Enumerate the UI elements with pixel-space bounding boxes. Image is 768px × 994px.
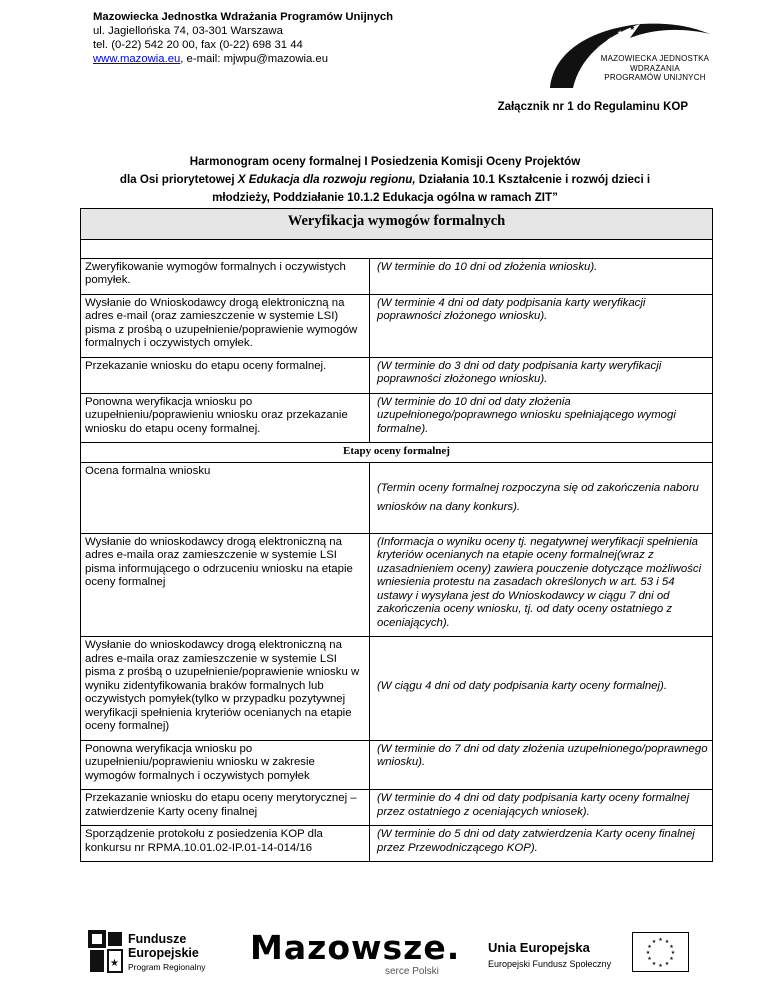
svg-text:★: ★	[642, 27, 649, 34]
org-address: ul. Jagiellońska 74, 03-301 Warszawa	[93, 25, 283, 37]
deadline-cell: (W terminie do 10 dni od złożenia wniosku).	[370, 258, 713, 294]
eu-logo-text	[488, 940, 611, 969]
svg-text:★: ★	[629, 25, 636, 32]
section-heading-formal-requirements: Weryfikacja wymogów formalnych	[81, 209, 713, 240]
table-row	[81, 393, 713, 443]
table-row	[81, 740, 713, 790]
task-cell: Zweryfikowanie wymogów formalnych i oczywistych pomyłek.	[81, 258, 370, 294]
table-row	[81, 258, 713, 294]
mjwpu-logo	[545, 20, 715, 90]
task-cell: Wysłanie do wnioskodawcy drogą elektroniczną na adres e-maila oraz zamieszczenie w systemie LSI pisma informującego o odrzuceniu wniosku na etapie oceny formalnej	[81, 533, 370, 637]
footer-logos	[0, 922, 768, 994]
svg-text:★: ★	[645, 950, 651, 956]
deadline-cell: (W terminie 4 dni od daty podpisania karty weryfikacji poprawności złożonego wniosku).	[370, 294, 713, 357]
deadline-cell: (W terminie do 7 dni od daty złożenia uzupełnionego/poprawnego wniosku).	[370, 740, 713, 790]
svg-text:★: ★	[110, 958, 119, 969]
task-cell: Wysłanie do Wnioskodawcy drogą elektroniczną na adres e-mail (oraz zamieszczenie w systemie LSI) pisma z prośbą o uzupełnienie/poprawienie wymogów formalnych i oczywistych omyłek.	[81, 294, 370, 357]
mjwpu-logo-text: MAZOWIECKA JEDNOSTKA WDRAŻANIA PROGRAMÓW UNIJNYCH	[600, 54, 710, 82]
task-cell: Przekazanie wniosku do etapu oceny formalnej.	[81, 357, 370, 393]
svg-text:★: ★	[617, 30, 624, 37]
svg-text:★: ★	[651, 961, 657, 967]
table-row	[81, 826, 713, 862]
task-cell: Wysłanie do wnioskodawcy drogą elektroniczną na adres e-maila oraz zamieszczenie w systemie LSI pisma z prośbą o uzupełnienie/poprawienie wniosku w wyniku zidentyfikowania braków formalnych lub oczywistych pomyłek(tylko w przypadku pozytywnej weryfikacji spełnienia kryteriów ocenianych na etapie oceny formalnej)	[81, 637, 370, 741]
table-row	[81, 637, 713, 741]
table-row	[81, 294, 713, 357]
svg-text:★: ★	[647, 944, 652, 950]
table-row	[81, 357, 713, 393]
fe-line2: Europejskie	[128, 946, 199, 960]
fe-line1: Fundusze	[128, 932, 187, 946]
task-cell: Ocena formalna wniosku	[81, 462, 370, 533]
task-cell: Ponowna weryfikacja wniosku po uzupełnieniu/poprawieniu wniosku oraz przekazanie wniosku do etapu oceny formalnej.	[81, 393, 370, 443]
table-row	[81, 790, 713, 826]
task-cell: Przekazanie wniosku do etapu oceny merytorycznej – zatwierdzenie Karty oceny finalnej	[81, 790, 370, 826]
svg-text:★: ★	[669, 944, 674, 950]
svg-text:★: ★	[664, 939, 670, 945]
schedule-table	[80, 208, 713, 862]
mazowsze-tagline: serce Polski	[385, 966, 439, 977]
letterhead	[93, 10, 393, 66]
section-header-row	[81, 443, 713, 463]
eu-flag-icon	[632, 932, 689, 972]
fundusze-europejskie-icon	[88, 930, 124, 974]
org-phone: tel. (0-22) 542 20 00, fax (0-22) 698 31 44	[93, 39, 303, 51]
fundusze-europejskie-logo	[88, 930, 206, 979]
deadline-cell: (W terminie do 10 dni od daty złożenia uzupełnionego/poprawnego wniosku spełniającego wymogi formalne).	[370, 393, 713, 443]
svg-text:★: ★	[607, 37, 614, 44]
eu-fund: Europejski Fundusz Społeczny	[488, 959, 612, 969]
deadline-cell: (Informacja o wyniku oceny tj. negatywnej weryfikacji spełnienia kryteriów ocenianych na etapie oceny formalnej(wraz z uzasadnieniem oceny) zawiera pouczenie dotyczące możliwości wniesienia protestu na zasadach określonych w art. 53 i 54 ustawy i wysyłana jest do Wnioskodawcy w ciągu 7 dni od zakończenia oceny wniosku, tj. od daty oceny ostatniego z oceniających).	[370, 533, 713, 637]
svg-text:★: ★	[669, 956, 674, 962]
empty-row	[81, 239, 713, 258]
deadline-cell: (W terminie do 4 dni od daty podpisania karty oceny formalnej przez ostatniego z oceniających wniosek).	[370, 790, 713, 826]
document-title: Harmonogram oceny formalnej I Posiedzenia Komisji Oceny Projektów dla Osi priorytetowej X Edukacja dla rozwoju regionu, Działania 10.1 Kształcenie i rozwój dzieci i młodzieży, Poddziałanie 10.1.2 Edukacja ogólna w ramach ZIT”	[119, 155, 651, 204]
section-heading-formal-assessment: Etapy oceny formalnej	[81, 443, 713, 463]
table-row	[81, 462, 713, 533]
org-email: , e-mail: mjwpu@mazowia.eu	[180, 53, 328, 65]
svg-text:★: ★	[664, 961, 670, 967]
attachment-label: Załącznik nr 1 do Regulaminu KOP	[497, 101, 688, 113]
task-cell: Sporządzenie protokołu z posiedzenia KOP dla konkursu nr RPMA.10.01.02-IP.01-14-014/16	[81, 826, 370, 862]
svg-text:★: ★	[651, 939, 657, 945]
svg-text:★: ★	[597, 45, 604, 52]
svg-text:★: ★	[658, 937, 663, 943]
deadline-cell: (Termin oceny formalnej rozpoczyna się od zakończenia naboru wniosków na dany konkurs).	[370, 462, 713, 533]
deadline-cell: (W terminie do 5 dni od daty zatwierdzenia Karty oceny finalnej przez Przewodniczącego KOP).	[370, 826, 713, 862]
svg-text:★: ★	[658, 963, 663, 969]
fe-line3: Program Regionalny	[128, 962, 206, 972]
svg-text:★: ★	[647, 956, 652, 962]
table-row	[81, 533, 713, 637]
section-header-row	[81, 209, 713, 240]
org-name: Mazowiecka Jednostka Wdrażania Programów Unijnych	[93, 11, 394, 23]
deadline-cell: (W ciągu 4 dni od daty podpisania karty oceny formalnej).	[370, 637, 713, 741]
svg-text:★: ★	[670, 950, 676, 956]
eu-title: Unia Europejska	[488, 940, 590, 955]
task-cell: Ponowna weryfikacja wniosku po uzupełnieniu/poprawieniu wniosku w zakresie wymogów formalnych i oczywistych pomyłek	[81, 740, 370, 790]
mazowsze-logo: Mazowsze.	[250, 928, 461, 967]
deadline-cell: (W terminie do 3 dni od daty podpisania karty weryfikacji poprawności złożonego wniosku).	[370, 357, 713, 393]
website-link[interactable]: www.mazowia.eu	[93, 53, 181, 65]
